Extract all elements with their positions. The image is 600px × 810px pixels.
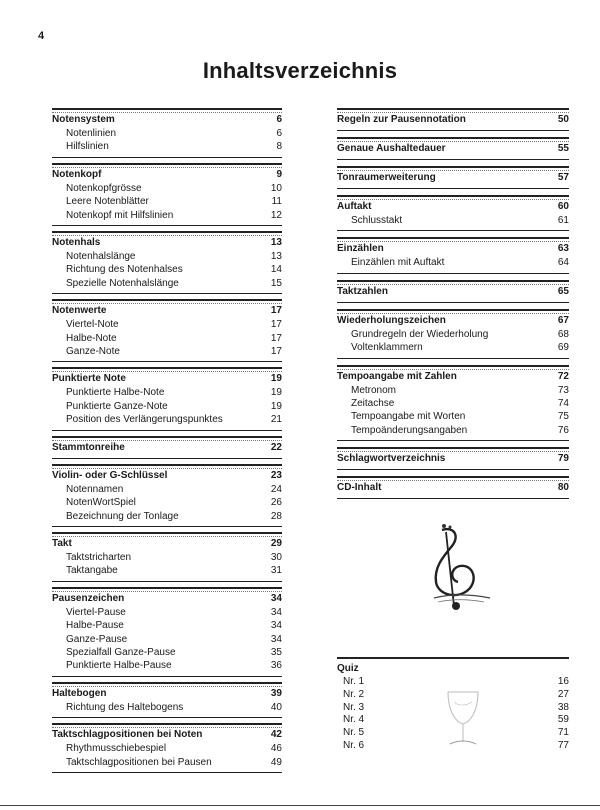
toc-entry-page: 31 bbox=[270, 565, 282, 577]
toc-entry-page: 34 bbox=[270, 633, 282, 645]
toc-chapter-page: 55 bbox=[557, 143, 569, 154]
toc-chapter-label: Taktzahlen bbox=[337, 285, 388, 297]
toc-chapter bbox=[52, 304, 282, 318]
toc-entry-page: 30 bbox=[270, 551, 282, 563]
toc-entry bbox=[52, 345, 282, 358]
toc-section-haltebogen bbox=[52, 682, 282, 717]
toc-chapter-page: 29 bbox=[270, 537, 282, 549]
toc-entry-page: 10 bbox=[270, 182, 282, 194]
toc-section-regeln-zur-pausennotation bbox=[337, 108, 569, 130]
toc-entry-page: 24 bbox=[270, 483, 282, 495]
toc-section-punktierte-note bbox=[52, 367, 282, 429]
toc-entry-page: 14 bbox=[270, 264, 282, 276]
toc-chapter bbox=[52, 113, 282, 127]
toc-chapter-page: 9 bbox=[276, 168, 282, 180]
quiz-entry-page: 27 bbox=[557, 688, 569, 700]
toc-section-violin-oder-g-schl-ssel bbox=[52, 464, 282, 526]
toc-entry-label: Richtung des Notenhalses bbox=[66, 264, 183, 276]
toc-entry-label: Punktierte Ganze-Note bbox=[66, 400, 168, 412]
toc-entry bbox=[52, 413, 282, 426]
toc-section-notensystem bbox=[52, 108, 282, 157]
toc-chapter-page: 79 bbox=[557, 453, 569, 465]
toc-entry-page: 74 bbox=[557, 398, 569, 410]
toc-chapter-label: Taktschlagpositionen bei Noten bbox=[52, 729, 203, 741]
toc-entry-page: 17 bbox=[270, 332, 282, 344]
toc-entry-label: Halbe-Pause bbox=[66, 620, 124, 632]
toc-chapter-page: 50 bbox=[557, 114, 569, 125]
toc-chapter bbox=[52, 236, 282, 250]
quiz-entry-page: 77 bbox=[557, 739, 569, 751]
toc-entry-label: Bezeichnung der Tonlage bbox=[66, 510, 179, 522]
toc-entry-label: Spezialfall Ganze-Pause bbox=[66, 646, 176, 658]
toc-chapter-label: Einzählen bbox=[337, 243, 384, 255]
toc-chapter-label: CD-Inhalt bbox=[337, 482, 382, 494]
toc-entry bbox=[337, 256, 569, 269]
page-number: 4 bbox=[38, 30, 45, 42]
toc-entry bbox=[337, 328, 569, 341]
toc-entry-label: Zeitachse bbox=[351, 398, 395, 410]
toc-entry bbox=[337, 424, 569, 437]
quiz-entry-page: 16 bbox=[557, 676, 569, 687]
toc-chapter-page: 72 bbox=[557, 370, 569, 382]
toc-entry-page: 21 bbox=[270, 414, 282, 426]
toc-chapter-label: Violin- oder G-Schlüssel bbox=[52, 469, 168, 481]
toc-section-tonraumerweiterung bbox=[337, 166, 569, 188]
toc-chapter-label: Punktierte Note bbox=[52, 373, 126, 385]
toc-chapter-page: 39 bbox=[270, 687, 282, 699]
toc-entry-page: 19 bbox=[270, 387, 282, 399]
toc-entry bbox=[52, 646, 282, 659]
toc-entry-label: Schlusstakt bbox=[351, 215, 403, 226]
toc-entry-label: Taktangabe bbox=[66, 565, 118, 577]
toc-entry-label: Ganze-Note bbox=[66, 346, 120, 358]
toc-chapter-page: 17 bbox=[270, 305, 282, 317]
toc-entry bbox=[52, 756, 282, 769]
toc-entry-page: 8 bbox=[276, 141, 282, 153]
toc-entry bbox=[52, 633, 282, 646]
quiz-entry-label: Nr. 2 bbox=[343, 688, 365, 700]
toc-entry bbox=[52, 182, 282, 195]
toc-chapter-label: Stammtonreihe bbox=[52, 441, 125, 453]
toc-entry bbox=[52, 701, 282, 714]
toc-entry-page: 76 bbox=[557, 424, 569, 436]
toc-right-column bbox=[337, 108, 569, 505]
toc-chapter-label: Tempoangabe mit Zahlen bbox=[337, 370, 457, 382]
toc-entry-page: 34 bbox=[270, 620, 282, 632]
toc-entry-label: Spezielle Notenhalslänge bbox=[66, 277, 179, 289]
toc-entry bbox=[52, 140, 282, 153]
toc-entry-label: Voltenklammern bbox=[351, 342, 423, 354]
toc-entry-page: 49 bbox=[270, 756, 282, 768]
toc-chapter-label: Haltebogen bbox=[52, 687, 107, 699]
toc-entry-page: 46 bbox=[270, 743, 282, 755]
toc-entry bbox=[337, 384, 569, 397]
toc-entry-label: Position des Verlängerungspunktes bbox=[66, 414, 223, 426]
toc-entry-label: Grundregeln der Wiederholung bbox=[351, 328, 489, 340]
toc-entry bbox=[52, 332, 282, 345]
toc-entry bbox=[52, 551, 282, 564]
toc-entry-page: 13 bbox=[270, 251, 282, 263]
toc-entry bbox=[52, 496, 282, 509]
toc-entry-page: 36 bbox=[270, 660, 282, 672]
toc-entry-page: 17 bbox=[270, 346, 282, 358]
quiz-entry bbox=[337, 676, 569, 689]
toc-entry-page: 35 bbox=[270, 646, 282, 658]
toc-chapter-label: Notensystem bbox=[52, 114, 115, 125]
toc-entry-label: Notenhalslänge bbox=[66, 251, 136, 263]
toc-entry bbox=[52, 619, 282, 632]
toc-chapter-label: Schlagwortverzeichnis bbox=[337, 453, 446, 465]
toc-entry-page: 26 bbox=[270, 497, 282, 509]
toc-chapter-page: 42 bbox=[270, 729, 282, 741]
toc-entry-page: 64 bbox=[557, 257, 569, 269]
toc-chapter-page: 80 bbox=[557, 482, 569, 494]
glass-illustration bbox=[440, 688, 486, 750]
toc-chapter bbox=[337, 113, 569, 127]
toc-entry-page: 15 bbox=[270, 277, 282, 289]
quiz-entry-label: Nr. 3 bbox=[343, 701, 365, 713]
toc-entry bbox=[337, 341, 569, 354]
toc-chapter-label: Notenhals bbox=[52, 237, 101, 249]
toc-entry bbox=[52, 277, 282, 290]
toc-chapter bbox=[52, 441, 282, 455]
toc-chapter-label: Tonraumerweiterung bbox=[337, 172, 436, 183]
toc-entry-label: Hilfslinien bbox=[66, 141, 109, 153]
toc-chapter bbox=[52, 592, 282, 606]
toc-entry-page: 28 bbox=[270, 510, 282, 522]
page-footer-rule bbox=[0, 805, 600, 810]
toc-entry-page: 34 bbox=[270, 606, 282, 618]
toc-entry-page: 6 bbox=[276, 128, 282, 139]
toc-section-notenkopf bbox=[52, 163, 282, 225]
toc-entry-label: Viertel-Note bbox=[66, 319, 119, 331]
toc-entry-label: NotenWortSpiel bbox=[66, 497, 136, 509]
toc-entry bbox=[52, 483, 282, 496]
quiz-entry-label: Nr. 6 bbox=[343, 739, 365, 751]
toc-entry bbox=[52, 564, 282, 577]
toc-entry-label: Notenkopfgrösse bbox=[66, 182, 142, 194]
toc-entry-label: Einzählen mit Auftakt bbox=[351, 257, 445, 269]
toc-section-cd-inhalt bbox=[337, 476, 569, 498]
quiz-entry-page: 38 bbox=[557, 701, 569, 713]
toc-entry bbox=[52, 209, 282, 222]
toc-chapter-label: Regeln zur Pausennotation bbox=[337, 114, 466, 125]
toc-chapter-label: Pausenzeichen bbox=[52, 592, 125, 604]
toc-chapter bbox=[337, 142, 569, 156]
toc-section-pausenzeichen bbox=[52, 587, 282, 676]
quiz-entry-page: 59 bbox=[557, 714, 569, 726]
toc-entry-page: 12 bbox=[270, 209, 282, 221]
toc-entry-label: Tempoangabe mit Worten bbox=[351, 411, 466, 423]
toc-entry bbox=[52, 606, 282, 619]
toc-entry-label: Tempoänderungsangaben bbox=[351, 424, 468, 436]
toc-chapter bbox=[337, 481, 569, 495]
toc-section-auftakt bbox=[337, 195, 569, 230]
toc-chapter-label: Notenwerte bbox=[52, 305, 107, 317]
toc-chapter-label: Auftakt bbox=[337, 201, 372, 212]
toc-entry-label: Punktierte Halbe-Note bbox=[66, 387, 165, 399]
toc-section-schlagwortverzeichnis bbox=[337, 447, 569, 469]
toc-entry-page: 61 bbox=[557, 215, 569, 226]
toc-chapter bbox=[52, 537, 282, 551]
toc-chapter-page: 60 bbox=[557, 201, 569, 212]
toc-chapter bbox=[337, 171, 569, 185]
page-title: Inhaltsverzeichnis bbox=[202, 58, 398, 83]
toc-entry bbox=[52, 510, 282, 523]
toc-section-stammtonreihe bbox=[52, 436, 282, 458]
toc-chapter bbox=[52, 372, 282, 386]
toc-chapter bbox=[337, 242, 569, 256]
toc-entry-label: Taktschlagpositionen bei Pausen bbox=[66, 756, 212, 768]
toc-chapter bbox=[52, 728, 282, 742]
toc-entry bbox=[52, 127, 282, 140]
toc-chapter bbox=[52, 687, 282, 701]
toc-entry bbox=[52, 195, 282, 208]
toc-section-tempoangabe-mit-zahlen bbox=[337, 365, 569, 441]
toc-section-taktschlagpositionen-bei-noten bbox=[52, 723, 282, 772]
toc-left-column bbox=[52, 108, 282, 778]
toc-entry bbox=[52, 742, 282, 755]
toc-entry-page: 17 bbox=[270, 319, 282, 331]
toc-entry-page: 69 bbox=[557, 342, 569, 354]
quiz-entry-page: 71 bbox=[557, 727, 569, 739]
toc-entry bbox=[337, 397, 569, 410]
toc-entry-label: Leere Notenblätter bbox=[66, 196, 149, 208]
toc-chapter-page: 34 bbox=[270, 592, 282, 604]
quiz-entry-label: Nr. 5 bbox=[343, 727, 365, 739]
toc-entry bbox=[52, 659, 282, 672]
toc-chapter-page: 22 bbox=[270, 441, 282, 453]
toc-entry bbox=[337, 410, 569, 423]
toc-chapter bbox=[337, 452, 569, 466]
toc-entry-label: Taktstricharten bbox=[66, 551, 132, 563]
toc-section-genaue-aushaltedauer bbox=[337, 137, 569, 159]
toc-chapter bbox=[52, 168, 282, 182]
toc-entry-page: 68 bbox=[557, 328, 569, 340]
toc-entry-page: 73 bbox=[557, 384, 569, 396]
toc-chapter-page: 57 bbox=[557, 172, 569, 183]
toc-chapter-label: Genaue Aushaltedauer bbox=[337, 143, 446, 154]
treble-clef-illustration bbox=[420, 522, 500, 612]
toc-entry bbox=[52, 386, 282, 399]
toc-chapter bbox=[337, 200, 569, 214]
toc-chapter-label: Wiederholungszeichen bbox=[337, 314, 446, 326]
toc-section-notenwerte bbox=[52, 299, 282, 361]
toc-entry bbox=[52, 400, 282, 413]
toc-section-taktzahlen bbox=[337, 280, 569, 302]
toc-entry bbox=[52, 263, 282, 276]
toc-entry-page: 40 bbox=[270, 701, 282, 713]
toc-chapter-page: 13 bbox=[270, 237, 282, 249]
toc-entry bbox=[52, 250, 282, 263]
toc-chapter-page: 63 bbox=[557, 243, 569, 255]
toc-chapter-label: Notenkopf bbox=[52, 168, 102, 180]
toc-entry-label: Rhythmusschiebespiel bbox=[66, 743, 167, 755]
toc-entry-label: Notenlinien bbox=[66, 128, 117, 139]
quiz-entry-label: Nr. 4 bbox=[343, 714, 365, 726]
toc-chapter bbox=[337, 314, 569, 328]
toc-entry-page: 75 bbox=[557, 411, 569, 423]
toc-entry-page: 19 bbox=[270, 400, 282, 412]
toc-chapter bbox=[52, 469, 282, 483]
toc-section-takt bbox=[52, 532, 282, 581]
toc-entry-label: Ganze-Pause bbox=[66, 633, 128, 645]
toc-chapter bbox=[337, 370, 569, 384]
toc-section-wiederholungszeichen bbox=[337, 309, 569, 358]
toc-section-einz-hlen bbox=[337, 237, 569, 272]
toc-chapter bbox=[337, 285, 569, 299]
toc-entry-label: Viertel-Pause bbox=[66, 606, 126, 618]
toc-entry-label: Notennamen bbox=[66, 483, 124, 495]
toc-chapter-page: 67 bbox=[557, 314, 569, 326]
toc-chapter-page: 65 bbox=[557, 285, 569, 297]
toc-entry-page: 11 bbox=[271, 196, 282, 208]
toc-entry-label: Richtung des Haltebogens bbox=[66, 701, 184, 713]
toc-entry-label: Halbe-Note bbox=[66, 332, 117, 344]
toc-chapter-label: Takt bbox=[52, 537, 72, 549]
toc-entry bbox=[337, 214, 569, 227]
toc-entry-label: Metronom bbox=[351, 384, 397, 396]
quiz-entry-label: Nr. 1 bbox=[343, 676, 365, 687]
toc-entry-label: Notenkopf mit Hilfslinien bbox=[66, 209, 174, 221]
toc-chapter-page: 19 bbox=[270, 373, 282, 385]
toc-chapter-page: 6 bbox=[276, 114, 282, 125]
toc-entry bbox=[52, 318, 282, 331]
quiz-title: Quiz bbox=[337, 657, 569, 676]
toc-chapter-page: 23 bbox=[270, 469, 282, 481]
toc-section-notenhals bbox=[52, 231, 282, 293]
toc-entry-label: Punktierte Halbe-Pause bbox=[66, 660, 172, 672]
